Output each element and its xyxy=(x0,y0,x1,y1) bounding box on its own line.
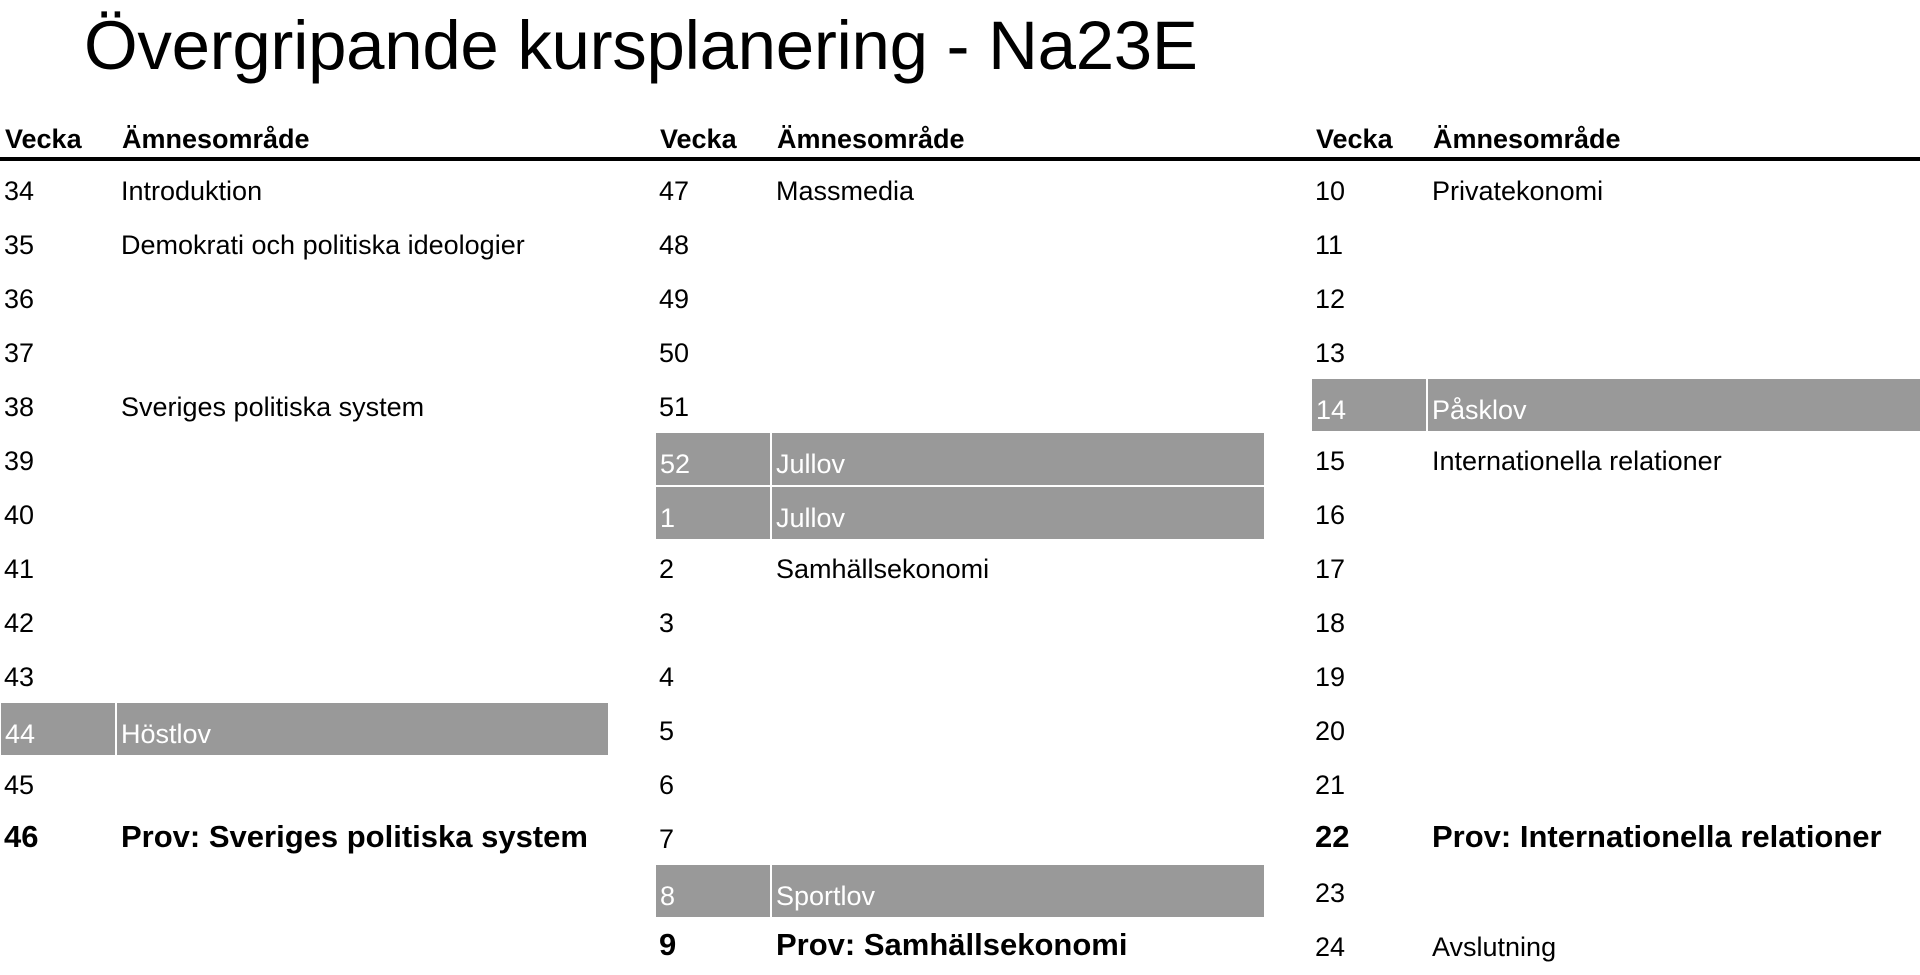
table-row xyxy=(1311,649,1920,701)
table-row xyxy=(655,811,1264,863)
week-number: 49 xyxy=(659,284,690,314)
week-number: 20 xyxy=(1315,716,1346,746)
topic-text xyxy=(1428,217,1920,269)
week-number: 45 xyxy=(4,770,35,800)
topic-text xyxy=(117,487,608,539)
column-header-topic: Ämnesområde xyxy=(777,124,965,154)
week-number: 44 xyxy=(1,703,115,755)
table-row xyxy=(655,379,1264,431)
week-number: 10 xyxy=(1315,176,1346,206)
table-row xyxy=(1311,541,1920,593)
topic-text: Samhällsekonomi xyxy=(776,554,990,584)
week-number: 15 xyxy=(1315,446,1346,476)
table-row xyxy=(1311,703,1920,755)
table-row xyxy=(655,595,1264,647)
topic-text xyxy=(772,271,1264,323)
topic-text: Påsklov xyxy=(1428,379,1920,431)
topic-text xyxy=(1428,271,1920,323)
page-title: Övergripande kursplanering - Na23E xyxy=(84,7,1198,84)
topic-text xyxy=(117,541,608,593)
topic-text xyxy=(117,433,608,485)
table-row xyxy=(1311,865,1920,917)
week-number: 9 xyxy=(659,927,677,962)
topic-text: Jullov xyxy=(772,487,1264,539)
week-number: 19 xyxy=(1315,662,1346,692)
week-number: 50 xyxy=(659,338,690,368)
table-row xyxy=(1311,271,1920,323)
table-row xyxy=(0,541,608,593)
table-row xyxy=(655,649,1264,701)
table-row xyxy=(1311,487,1920,539)
week-number: 35 xyxy=(4,230,35,260)
topic-text xyxy=(117,649,608,701)
topic-text xyxy=(1428,703,1920,755)
topic-text: Massmedia xyxy=(776,176,915,206)
table-row xyxy=(0,595,608,647)
table-row xyxy=(0,271,608,323)
table-row xyxy=(655,325,1264,377)
week-number: 39 xyxy=(4,446,35,476)
table-row xyxy=(1311,595,1920,647)
topic-text xyxy=(772,325,1264,377)
week-number: 38 xyxy=(4,392,35,422)
topic-text: Demokrati och politiska ideologier xyxy=(121,230,525,260)
exam-row xyxy=(0,811,608,863)
holiday-row xyxy=(655,433,1264,485)
week-number: 48 xyxy=(659,230,690,260)
week-number: 21 xyxy=(1315,770,1346,800)
topic-text: Introduktion xyxy=(121,176,263,206)
week-number: 14 xyxy=(1312,379,1426,431)
table-row xyxy=(1311,757,1920,809)
week-number: 24 xyxy=(1315,932,1346,962)
week-number: 22 xyxy=(1315,819,1350,854)
week-number: 6 xyxy=(659,770,675,800)
week-number: 16 xyxy=(1315,500,1346,530)
week-number: 47 xyxy=(659,176,690,206)
topic-text xyxy=(1428,649,1920,701)
week-number: 3 xyxy=(659,608,675,638)
table-row xyxy=(0,757,608,809)
topic-text xyxy=(772,811,1264,863)
topic-text xyxy=(117,271,608,323)
schedule-column-3 xyxy=(1311,0,1920,972)
topic-text xyxy=(117,595,608,647)
topic-text: Prov: Samhällsekonomi xyxy=(776,927,1128,962)
holiday-row xyxy=(1311,379,1920,431)
topic-text xyxy=(117,757,608,809)
table-row xyxy=(655,217,1264,269)
topic-text: Prov: Internationella relationer xyxy=(1432,819,1882,854)
topic-text xyxy=(772,649,1264,701)
week-number: 4 xyxy=(659,662,675,692)
topic-text xyxy=(1428,487,1920,539)
topic-text: Prov: Sveriges politiska system xyxy=(121,819,588,854)
topic-text xyxy=(772,703,1264,755)
topic-text: Sveriges politiska system xyxy=(121,392,425,422)
week-number: 5 xyxy=(659,716,675,746)
exam-row xyxy=(1311,811,1920,863)
week-number: 2 xyxy=(659,554,675,584)
topic-text xyxy=(1428,595,1920,647)
exam-row xyxy=(655,919,1264,971)
schedule-column-2 xyxy=(655,0,1264,972)
table-row xyxy=(0,487,608,539)
table-row xyxy=(0,217,608,269)
topic-text: Internationella relationer xyxy=(1432,446,1722,476)
week-number: 8 xyxy=(656,865,770,917)
topic-text xyxy=(772,217,1264,269)
column-header-week: Vecka xyxy=(660,124,737,154)
week-number: 36 xyxy=(4,284,35,314)
topic-text: Sportlov xyxy=(772,865,1264,917)
table-row xyxy=(655,541,1264,593)
week-number: 18 xyxy=(1315,608,1346,638)
topic-text xyxy=(772,757,1264,809)
table-row xyxy=(0,649,608,701)
week-number: 12 xyxy=(1315,284,1346,314)
table-row xyxy=(655,271,1264,323)
week-number: 34 xyxy=(4,176,35,206)
week-number: 41 xyxy=(4,554,35,584)
week-number: 52 xyxy=(656,433,770,485)
week-number: 23 xyxy=(1315,878,1346,908)
table-row xyxy=(0,325,608,377)
column-header-week: Vecka xyxy=(5,124,82,154)
table-row xyxy=(1311,325,1920,377)
week-number: 37 xyxy=(4,338,35,368)
holiday-row xyxy=(655,487,1264,539)
topic-text xyxy=(1428,757,1920,809)
column-header-week: Vecka xyxy=(1316,124,1393,154)
topic-text: Privatekonomi xyxy=(1432,176,1604,206)
week-number: 40 xyxy=(4,500,35,530)
topic-text xyxy=(772,379,1264,431)
week-number: 17 xyxy=(1315,554,1346,584)
table-row xyxy=(655,757,1264,809)
topic-text xyxy=(1428,865,1920,917)
topic-text xyxy=(1428,325,1920,377)
table-row xyxy=(1311,433,1920,485)
topic-text: Höstlov xyxy=(117,703,608,755)
week-number: 42 xyxy=(4,608,35,638)
week-number: 46 xyxy=(4,819,39,854)
table-row xyxy=(0,163,608,215)
topic-text: Avslutning xyxy=(1432,932,1557,962)
topic-text: Jullov xyxy=(772,433,1264,485)
topic-text xyxy=(1428,541,1920,593)
column-header-topic: Ämnesområde xyxy=(1433,124,1621,154)
week-number: 13 xyxy=(1315,338,1346,368)
table-row xyxy=(0,379,608,431)
schedule-column-1 xyxy=(0,0,608,972)
week-number: 11 xyxy=(1315,230,1344,260)
topic-text xyxy=(117,325,608,377)
week-number: 51 xyxy=(659,392,690,422)
table-row xyxy=(0,433,608,485)
holiday-row xyxy=(0,703,608,755)
table-row xyxy=(1311,919,1920,971)
table-row xyxy=(1311,163,1920,215)
topic-text xyxy=(772,595,1264,647)
week-number: 7 xyxy=(659,824,675,854)
table-row xyxy=(655,703,1264,755)
table-row xyxy=(1311,217,1920,269)
week-number: 1 xyxy=(656,487,770,539)
week-number: 43 xyxy=(4,662,35,692)
column-header-topic: Ämnesområde xyxy=(122,124,310,154)
holiday-row xyxy=(655,865,1264,917)
table-row xyxy=(655,163,1264,215)
